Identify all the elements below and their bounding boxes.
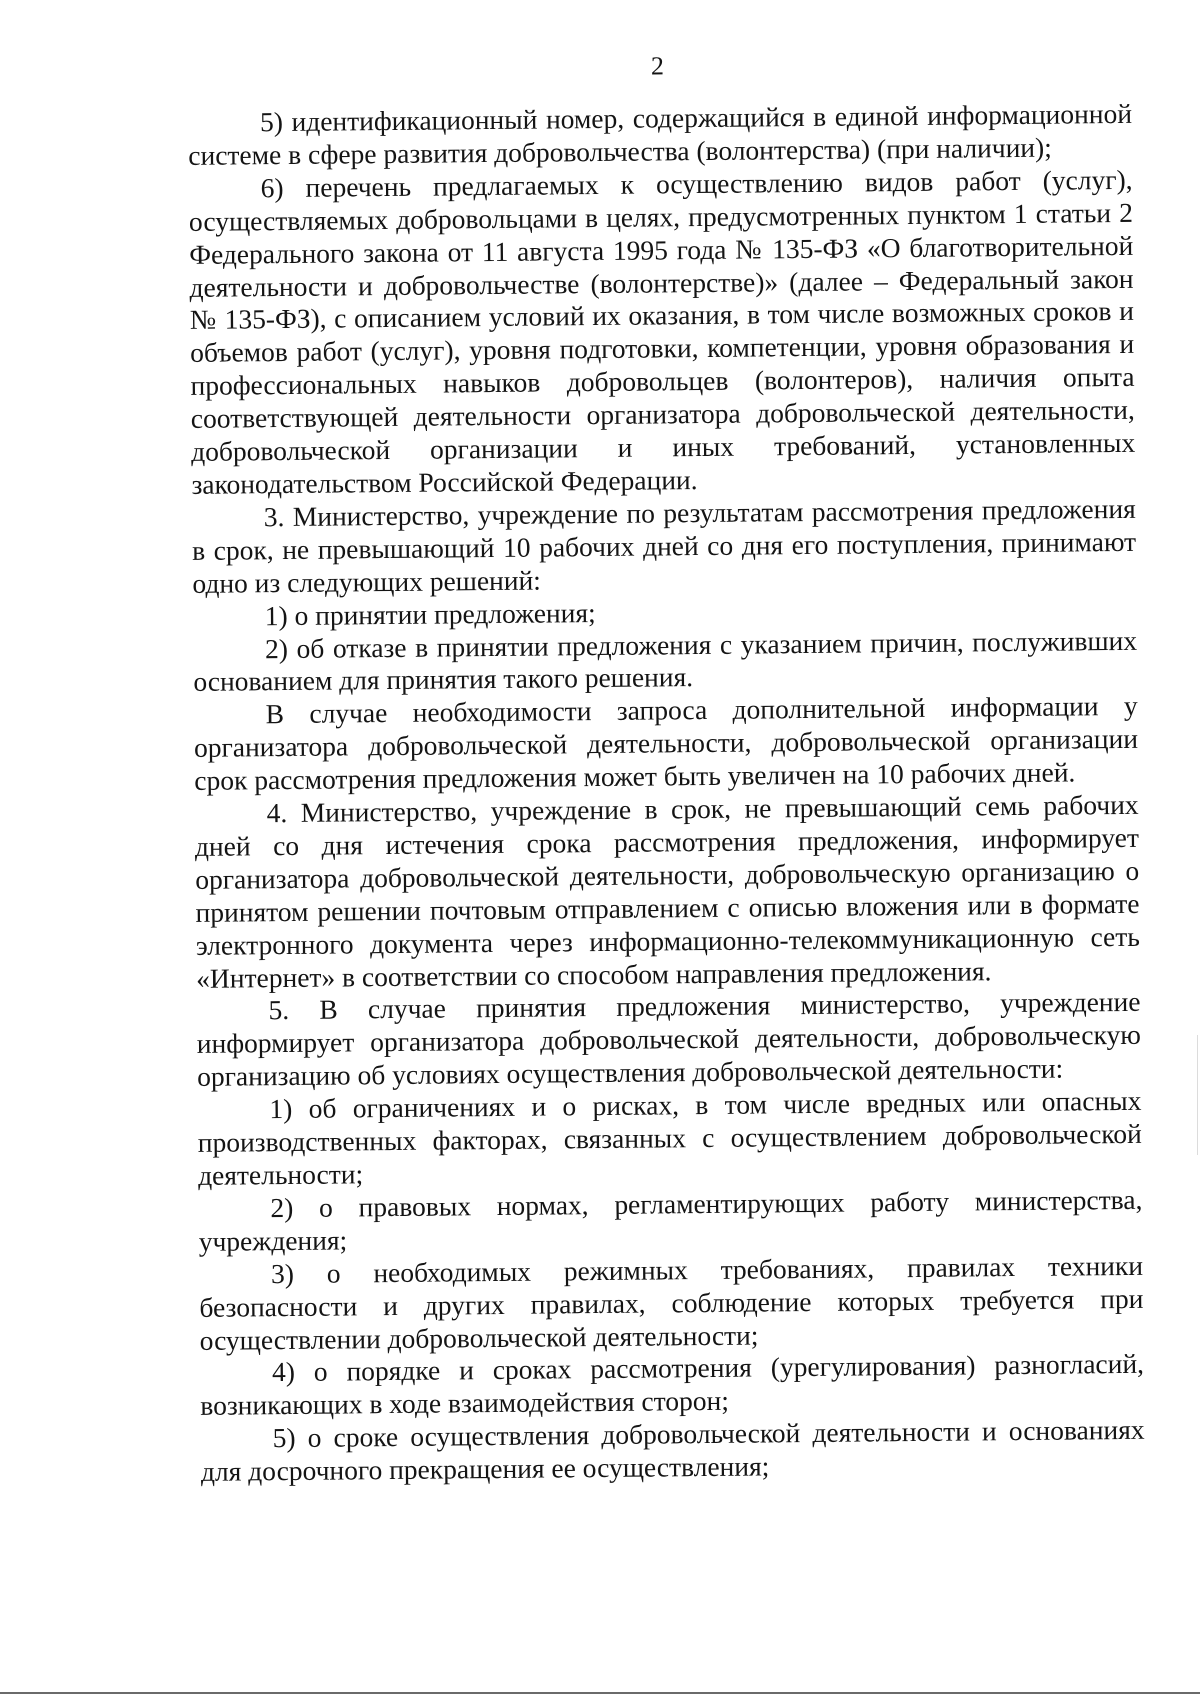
- paragraph-condition-5: 5) о сроке осуществления добровольческой деятельности и основаниях для досрочного прекращения ее осуществления;: [200, 1414, 1145, 1488]
- paragraph-section-4: 4. Министерство, учреждение в срок, не превышающий семь рабочих дней со дня истечения срока рассмотрения предложения, информирует организатора добровольческой деятельности, добровольческую организацию о принятом решении почтовым отправлением с описью вложения или в формате электронного документа через информационно-телекоммуникационную сеть «Интернет» в соответствии со способом направления предложения.: [194, 788, 1140, 994]
- paragraph-condition-3: 3) о необходимых режимных требованиях, правилах техники безопасности и других правилах, соблюдение которых требуется при осуществлении добровольческой деятельности;: [199, 1249, 1144, 1356]
- paragraph-section-5: 5. В случае принятия предложения министерство, учреждение информирует организатора добровольческой деятельности, добровольческую организацию об условиях осуществления добровольческой деятельности:: [196, 986, 1141, 1093]
- scan-edge-mark: [1197, 1035, 1198, 1155]
- paragraph-condition-4: 4) о порядке и сроках рассмотрения (урегулирования) разногласий, возникающих в ходе взаимодействия сторон;: [200, 1348, 1145, 1422]
- paragraph-condition-1: 1) об ограничениях и о рисках, в том числе вредных или опасных производственных факторах, связанных с осуществлением добровольческой деятельности;: [197, 1085, 1142, 1191]
- paragraph-item-6: 6) перечень предлагаемых к осуществлению видов работ (услуг), осуществляемых добровольцами в целях, предусмотренных пунктом 1 статьи 2 Федерального закона от 11 августа 1995 года № 135-ФЗ «О благотворительной деятельности и добровольчестве (волонтерстве)» (далее – Федеральный закон № 135-ФЗ), с описанием условий их оказания, в том числе возможных сроков и объемов работ (услуг), уровня подготовки, компетенции, уровня образования и профессиональных навыков добровольцев (волонтеров), наличия опыта соответствующей деятельности организатора добровольческой деятельности, добровольческой организации и иных требований, установленных законодательством Российской Федерации.: [188, 163, 1136, 500]
- scan-bottom-edge: [0, 1692, 1200, 1694]
- paragraph-item-5: 5) идентификационный номер, содержащийся в единой информационной системе в сфере развития добровольчества (волонтерства) (при наличии);: [188, 97, 1133, 171]
- paragraph-section-3: 3. Министерство, учреждение по результатам рассмотрения предложения в срок, не превышающий 10 рабочих дней со дня его поступления, принимают одно из следующих решений:: [191, 492, 1137, 599]
- paragraph-decision-1: 1) о принятии предложения;: [264, 596, 596, 631]
- paragraph-decision-2: 2) об отказе в принятии предложения с указанием причин, послуживших основанием для принятия такого решения.: [193, 624, 1138, 698]
- paragraph-extension: В случае необходимости запроса дополнительной информации у организатора добровольческой деятельности, добровольческой организации срок рассмотрения предложения может быть увеличен на 10 рабочих дней.: [193, 690, 1139, 797]
- paragraph-condition-2: 2) о правовых нормах, регламентирующих работу министерства, учреждения;: [198, 1183, 1143, 1257]
- page-number: 2: [650, 51, 665, 81]
- document-body: [188, 98, 1145, 1489]
